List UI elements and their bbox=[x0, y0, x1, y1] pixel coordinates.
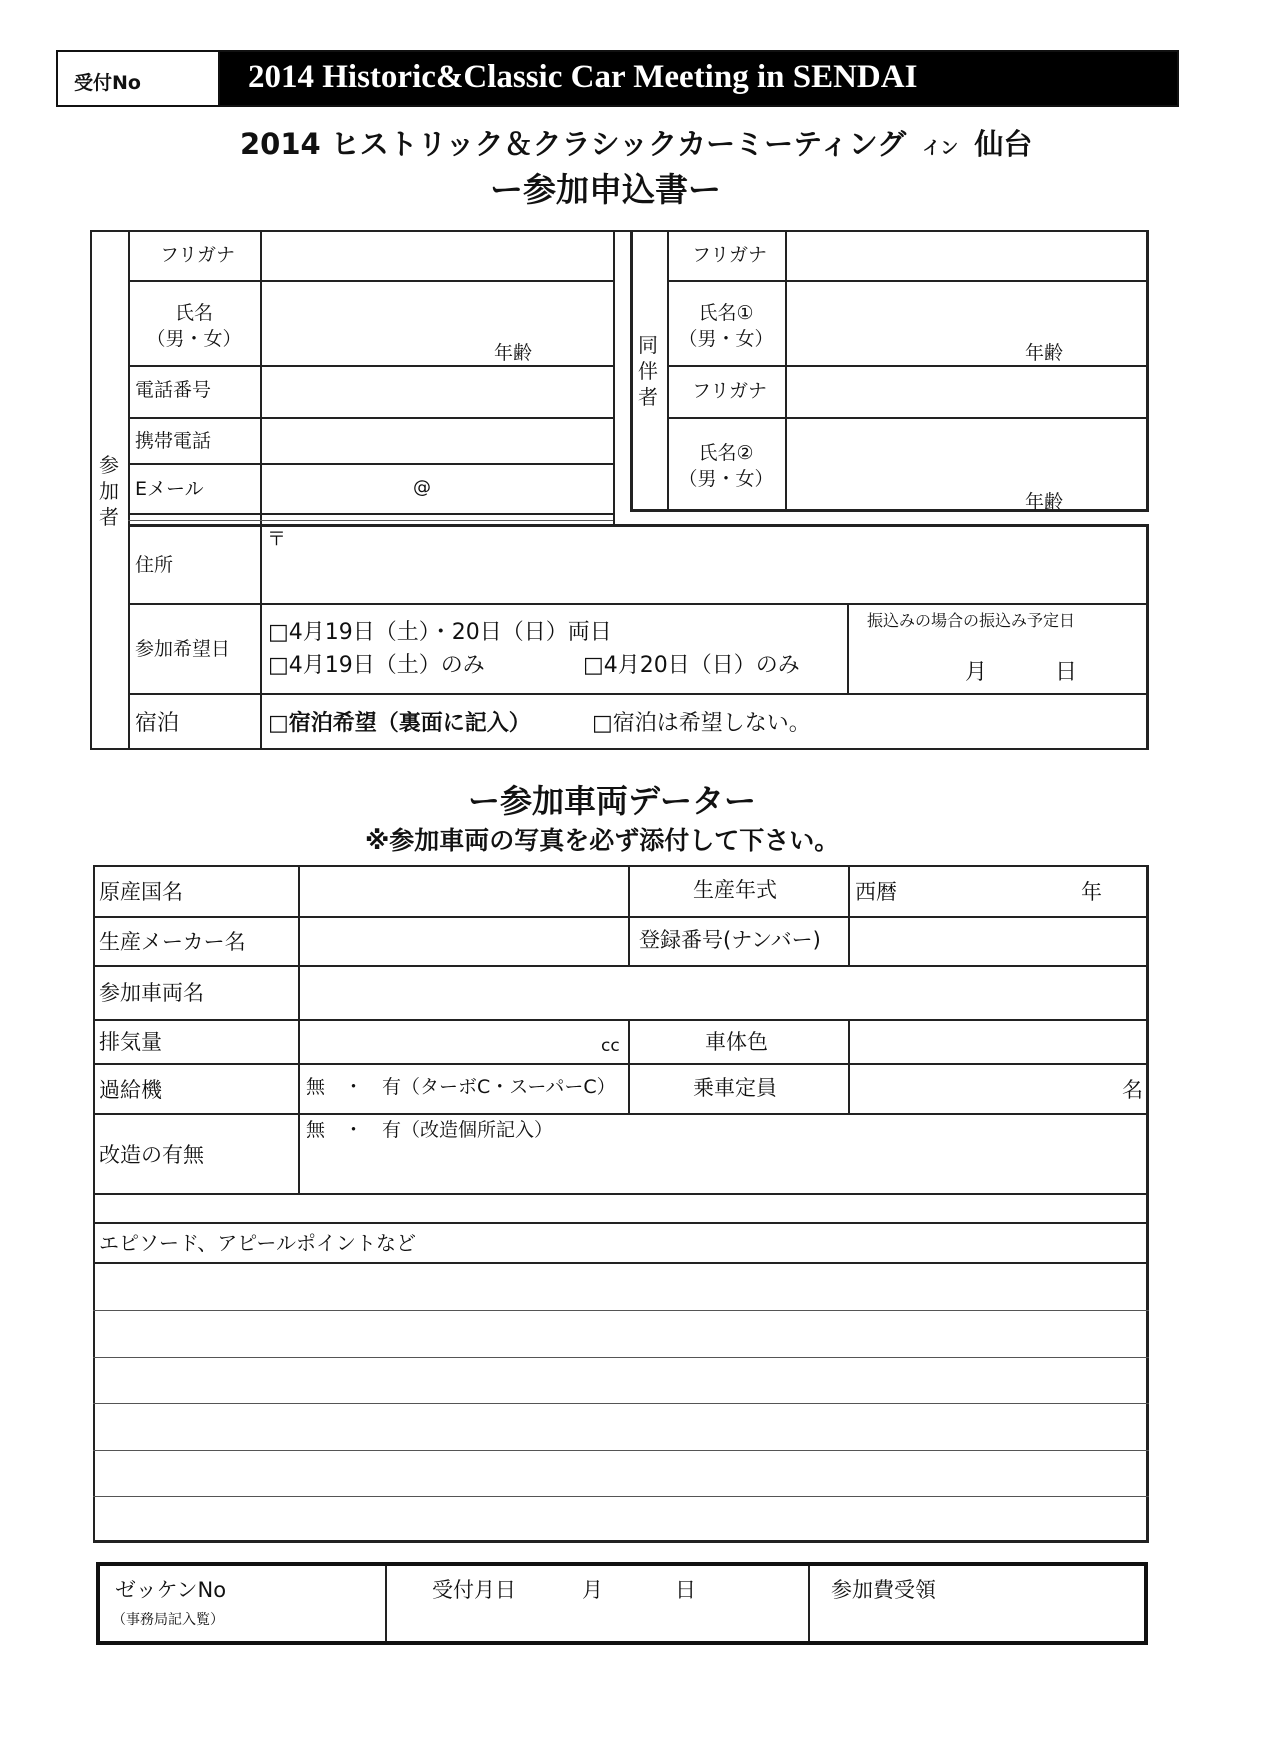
year-label: 生産年式 bbox=[693, 878, 777, 902]
model-label: 参加車両名 bbox=[99, 981, 204, 1005]
title-banner bbox=[220, 52, 1177, 105]
color-label: 車体色 bbox=[705, 1030, 768, 1054]
displacement-label: 排気量 bbox=[99, 1030, 162, 1054]
companion-age2-label: 年齢 bbox=[1025, 491, 1064, 513]
title-jp-city: 仙台 bbox=[974, 127, 1033, 161]
date-option-20[interactable]: □4月20日（日）のみ bbox=[583, 653, 800, 678]
participant-furigana-input[interactable] bbox=[262, 232, 612, 279]
number-label: ゼッケンNo bbox=[115, 1578, 227, 1602]
companion-furigana2-label: フリガナ bbox=[692, 380, 768, 402]
receipt-no-box bbox=[58, 52, 220, 105]
participant-address-input[interactable] bbox=[262, 527, 1146, 602]
participant-email-label: Eメール bbox=[135, 478, 204, 500]
lodging-label: 宿泊 bbox=[135, 711, 180, 736]
companion-age1-label: 年齢 bbox=[1025, 342, 1064, 364]
title-jp-main: 2014 ヒストリック＆クラシックカーミーティング bbox=[240, 127, 907, 161]
origin-label: 原産国名 bbox=[99, 880, 183, 904]
companion-name1-label: 氏名① （男・女） bbox=[678, 302, 774, 350]
receipt-no-label: 受付No bbox=[74, 72, 141, 94]
form-subtitle: ー参加申込書ー bbox=[490, 170, 721, 209]
year-suffix: 年 bbox=[1081, 880, 1102, 904]
companion-furigana-input[interactable] bbox=[787, 232, 1146, 279]
model-input[interactable] bbox=[300, 967, 1146, 1018]
plate-input[interactable] bbox=[850, 918, 1146, 964]
postal-mark: 〒 bbox=[267, 528, 287, 550]
charger-options[interactable]: 無 ・ 有（ターボC・スーパーC） bbox=[306, 1076, 616, 1098]
photo-note: ※参加車両の写真を必ず添付して下さい。 bbox=[365, 826, 840, 855]
mod-options[interactable]: 無 ・ 有（改造個所記入） bbox=[306, 1119, 554, 1141]
date-option-both[interactable]: □4月19日（土）・20日（日）両日 bbox=[268, 620, 612, 645]
transfer-month: 月 bbox=[965, 660, 988, 685]
year-prefix: 西暦 bbox=[855, 880, 897, 904]
cc-unit: cc bbox=[601, 1036, 620, 1056]
transfer-date-label: 振込みの場合の振込み予定日 bbox=[867, 611, 1076, 630]
lodging-no-option[interactable]: □宿泊は希望しない。 bbox=[592, 711, 811, 736]
capacity-input[interactable] bbox=[850, 1065, 1146, 1112]
participant-age-label: 年齢 bbox=[494, 342, 533, 364]
date-option-19[interactable]: □4月19日（土）のみ bbox=[268, 653, 485, 678]
vehicle-section-title: ー参加車両データー bbox=[468, 782, 757, 820]
companion-name1-input[interactable] bbox=[787, 282, 1146, 364]
color-input[interactable] bbox=[850, 1021, 1146, 1062]
receipt-month: 月 bbox=[582, 1578, 603, 1602]
participant-phone-label: 電話番号 bbox=[135, 379, 212, 401]
capacity-unit: 名 bbox=[1122, 1078, 1143, 1102]
title-jp bbox=[240, 127, 1033, 161]
companion-furigana2-input[interactable] bbox=[787, 367, 1146, 416]
capacity-label: 乗車定員 bbox=[693, 1076, 777, 1100]
participant-email-input[interactable] bbox=[262, 465, 612, 512]
title-en: 2014 Historic&Classic Car Meeting in SENDAI bbox=[248, 59, 918, 95]
office-table bbox=[96, 1562, 1148, 1645]
episode-input[interactable] bbox=[95, 1264, 1146, 1540]
mod-label: 改造の有無 bbox=[99, 1143, 204, 1167]
year-input[interactable] bbox=[850, 867, 1146, 915]
participant-name-label: 氏名 （男・女） bbox=[146, 302, 242, 350]
title-jp-in: イン bbox=[922, 138, 959, 159]
receipt-date-label: 受付月日 bbox=[432, 1578, 516, 1602]
companion-name2-label: 氏名② （男・女） bbox=[678, 442, 774, 490]
participant-dates-label: 参加希望日 bbox=[135, 638, 231, 660]
companion-side-label: 同 伴 者 bbox=[638, 333, 658, 409]
companion-furigana-label: フリガナ bbox=[692, 244, 768, 266]
participant-furigana-label: フリガナ bbox=[160, 244, 236, 266]
fee-label: 参加費受領 bbox=[831, 1578, 936, 1602]
participant-phone-input[interactable] bbox=[262, 367, 612, 416]
lodging-yes-option[interactable]: □宿泊希望（裏面に記入） bbox=[268, 711, 531, 736]
maker-input[interactable] bbox=[300, 918, 626, 964]
participant-mobile-label: 携帯電話 bbox=[135, 430, 212, 452]
plate-label: 登録番号(ナンバー) bbox=[639, 928, 821, 952]
maker-label: 生産メーカー名 bbox=[99, 930, 246, 954]
origin-input[interactable] bbox=[300, 867, 626, 915]
receipt-day: 日 bbox=[675, 1578, 696, 1602]
displacement-input[interactable] bbox=[300, 1021, 626, 1062]
transfer-day: 日 bbox=[1055, 660, 1078, 685]
participant-email-at: @ bbox=[413, 477, 431, 498]
participant-side-label: 参 加 者 bbox=[99, 453, 119, 529]
charger-label: 過給機 bbox=[99, 1078, 162, 1102]
participant-mobile-input[interactable] bbox=[262, 419, 612, 462]
episode-label: エピソード、アピールポイントなど bbox=[99, 1231, 416, 1255]
participant-name-input[interactable] bbox=[262, 282, 612, 364]
office-note: （事務局記入覧） bbox=[112, 1612, 224, 1628]
companion-name2-input[interactable] bbox=[787, 419, 1146, 509]
participant-address-label: 住所 bbox=[135, 554, 174, 576]
header-bar bbox=[56, 50, 1179, 107]
